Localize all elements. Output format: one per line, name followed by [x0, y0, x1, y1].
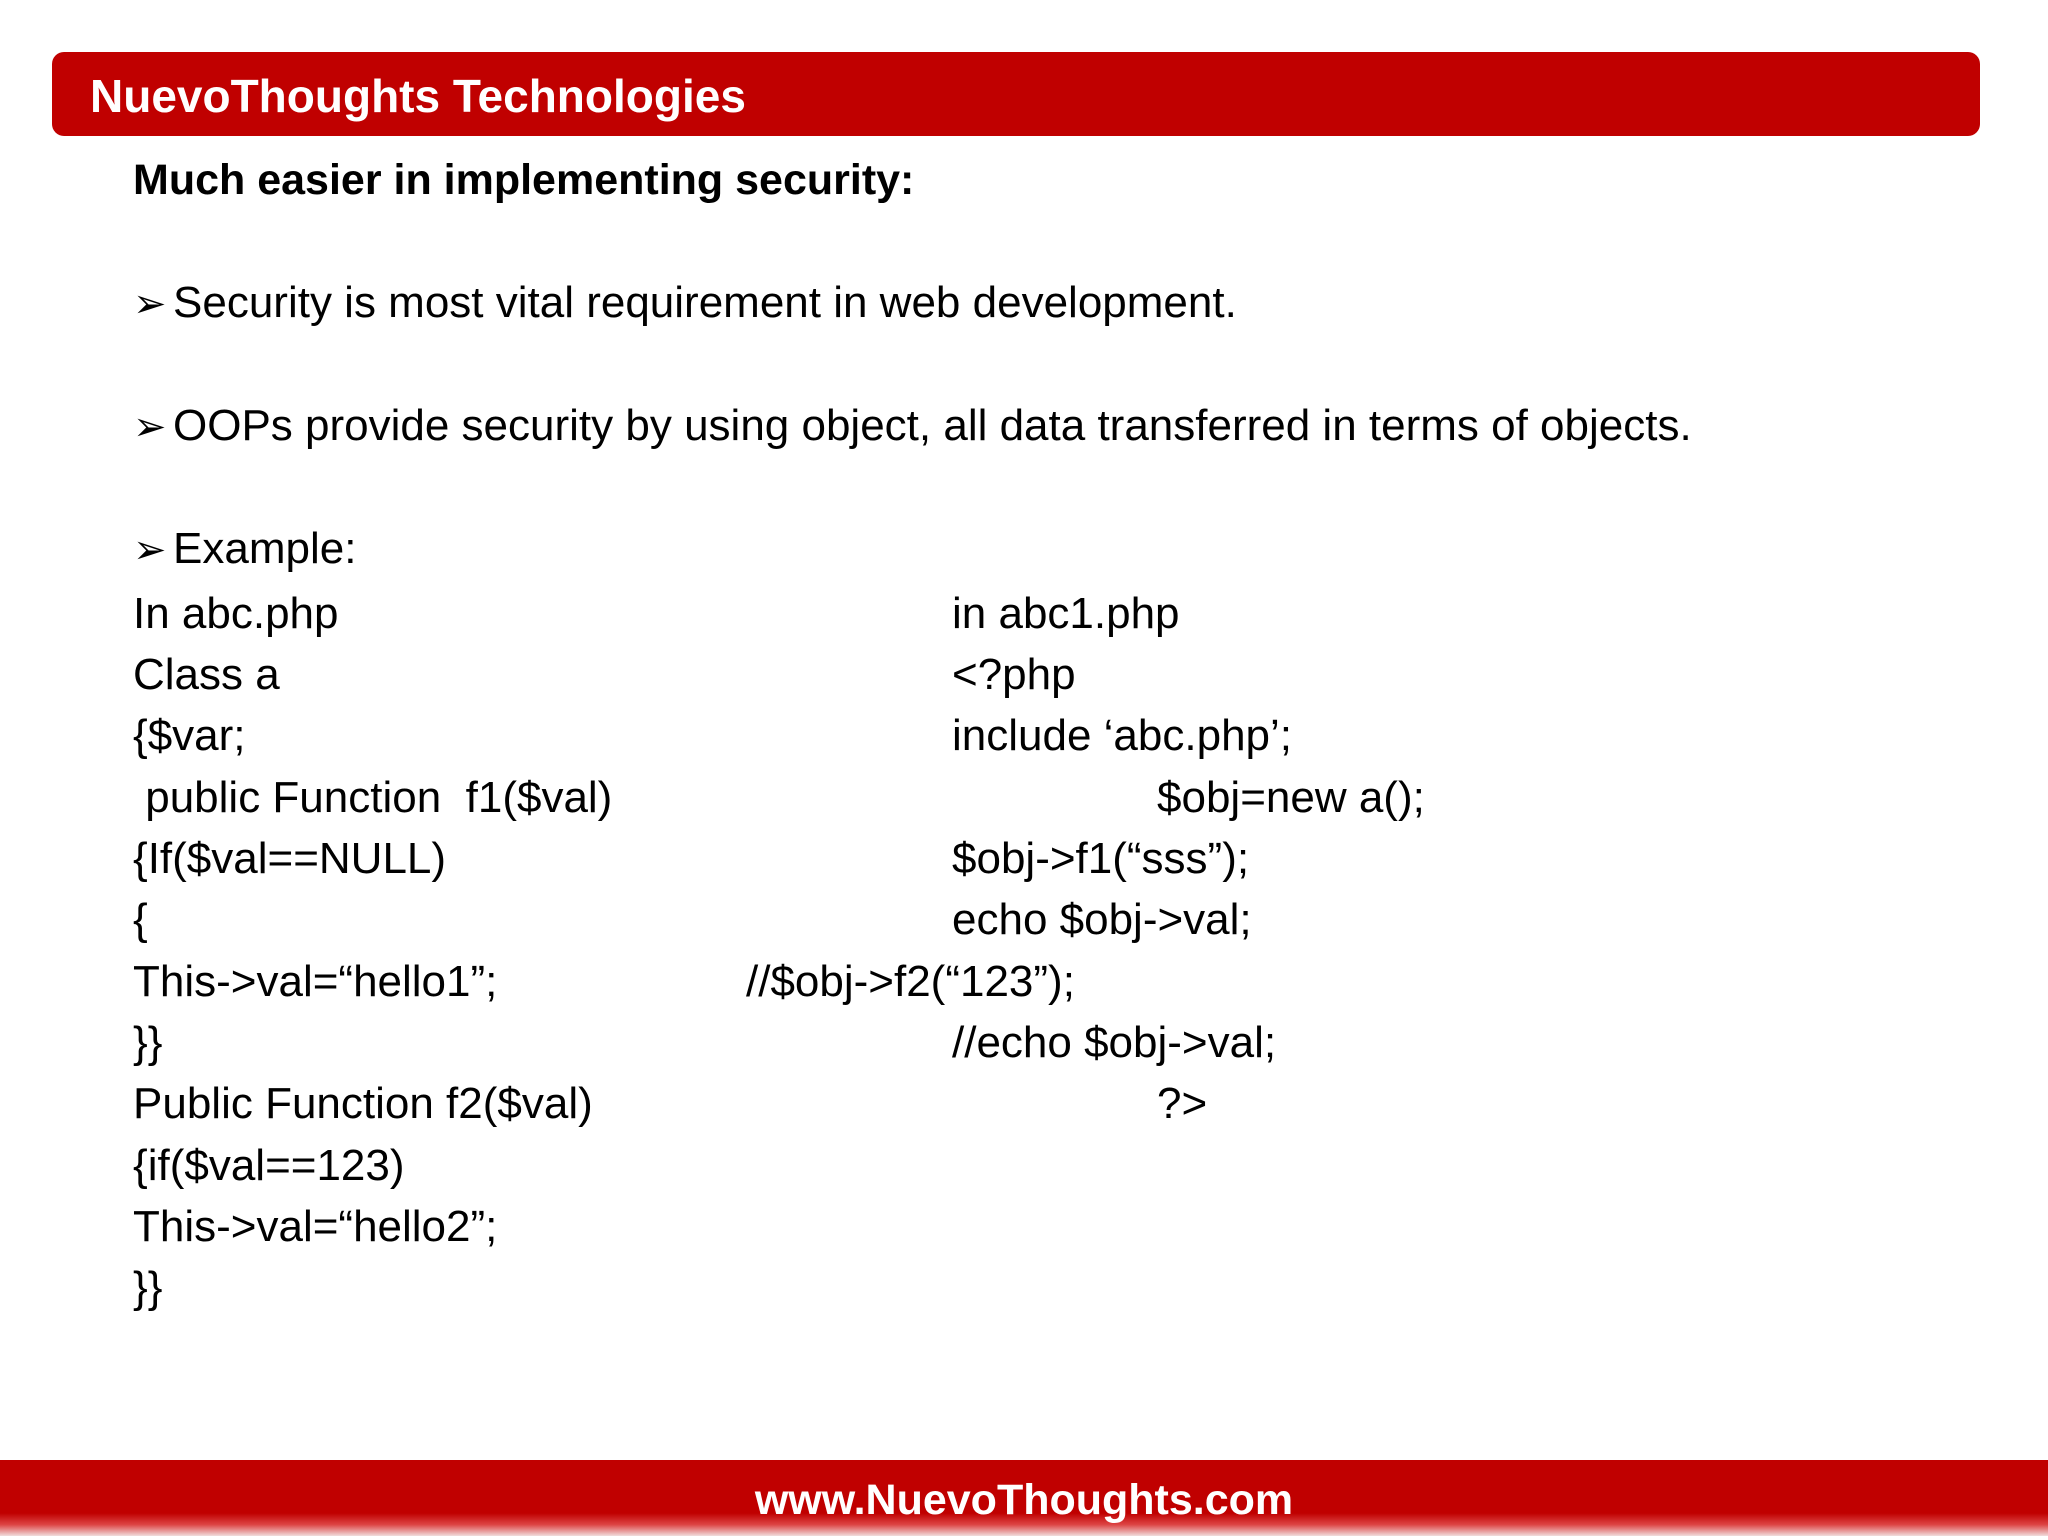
right-code-line: //$obj->f2(“123”);	[746, 957, 1075, 1006]
left-code-line: Public Function f2($val)	[133, 1079, 593, 1128]
left-code-line: {If($val==NULL)	[133, 834, 447, 883]
left-code-line: In abc.php	[133, 589, 339, 638]
bullet-text: Security is most vital requirement in web development.	[173, 278, 1237, 327]
right-code-line: //echo $obj->val;	[952, 1018, 1277, 1067]
arrowhead-bullet-icon: ➢	[133, 282, 167, 326]
bullet-item	[133, 278, 1237, 328]
left-code-line: {	[133, 895, 148, 944]
left-code-line: {if($val==123)	[133, 1141, 405, 1190]
right-code-line: $obj=new a();	[1157, 773, 1425, 822]
right-code-line: ?>	[1157, 1079, 1208, 1128]
right-code-line: echo $obj->val;	[952, 895, 1252, 944]
slide-heading: Much easier in implementing security:	[133, 156, 915, 204]
left-code-line: This->val=“hello2”;	[133, 1202, 498, 1251]
bullet-text: OOPs provide security by using object, all data transferred in terms of objects.	[173, 401, 1692, 450]
footer-url: www.NuevoThoughts.com	[754, 1476, 1294, 1524]
arrowhead-bullet-icon: ➢	[133, 405, 167, 449]
arrowhead-bullet-icon: ➢	[133, 528, 167, 572]
left-code-line: }}	[133, 1263, 163, 1312]
right-code-line: $obj->f1(“sss”);	[952, 834, 1250, 883]
right-code-line: in abc1.php	[952, 589, 1180, 638]
header-bar	[52, 52, 1980, 136]
right-code-line: <?php	[952, 650, 1076, 699]
right-code-line: include ‘abc.php’;	[952, 711, 1293, 760]
bullet-item	[133, 401, 1692, 451]
left-code-line: Class a	[133, 650, 280, 699]
bullet-text: Example:	[173, 524, 357, 573]
bullet-item	[133, 524, 356, 574]
left-code-line: {$var;	[133, 711, 246, 760]
header-title: NuevoThoughts Technologies	[90, 70, 746, 122]
left-code-line: }}	[133, 1018, 163, 1067]
footer-bar	[0, 1460, 2048, 1536]
left-code-line: public Function f1($val)	[133, 773, 613, 822]
left-code-line: This->val=“hello1”;	[133, 957, 498, 1006]
